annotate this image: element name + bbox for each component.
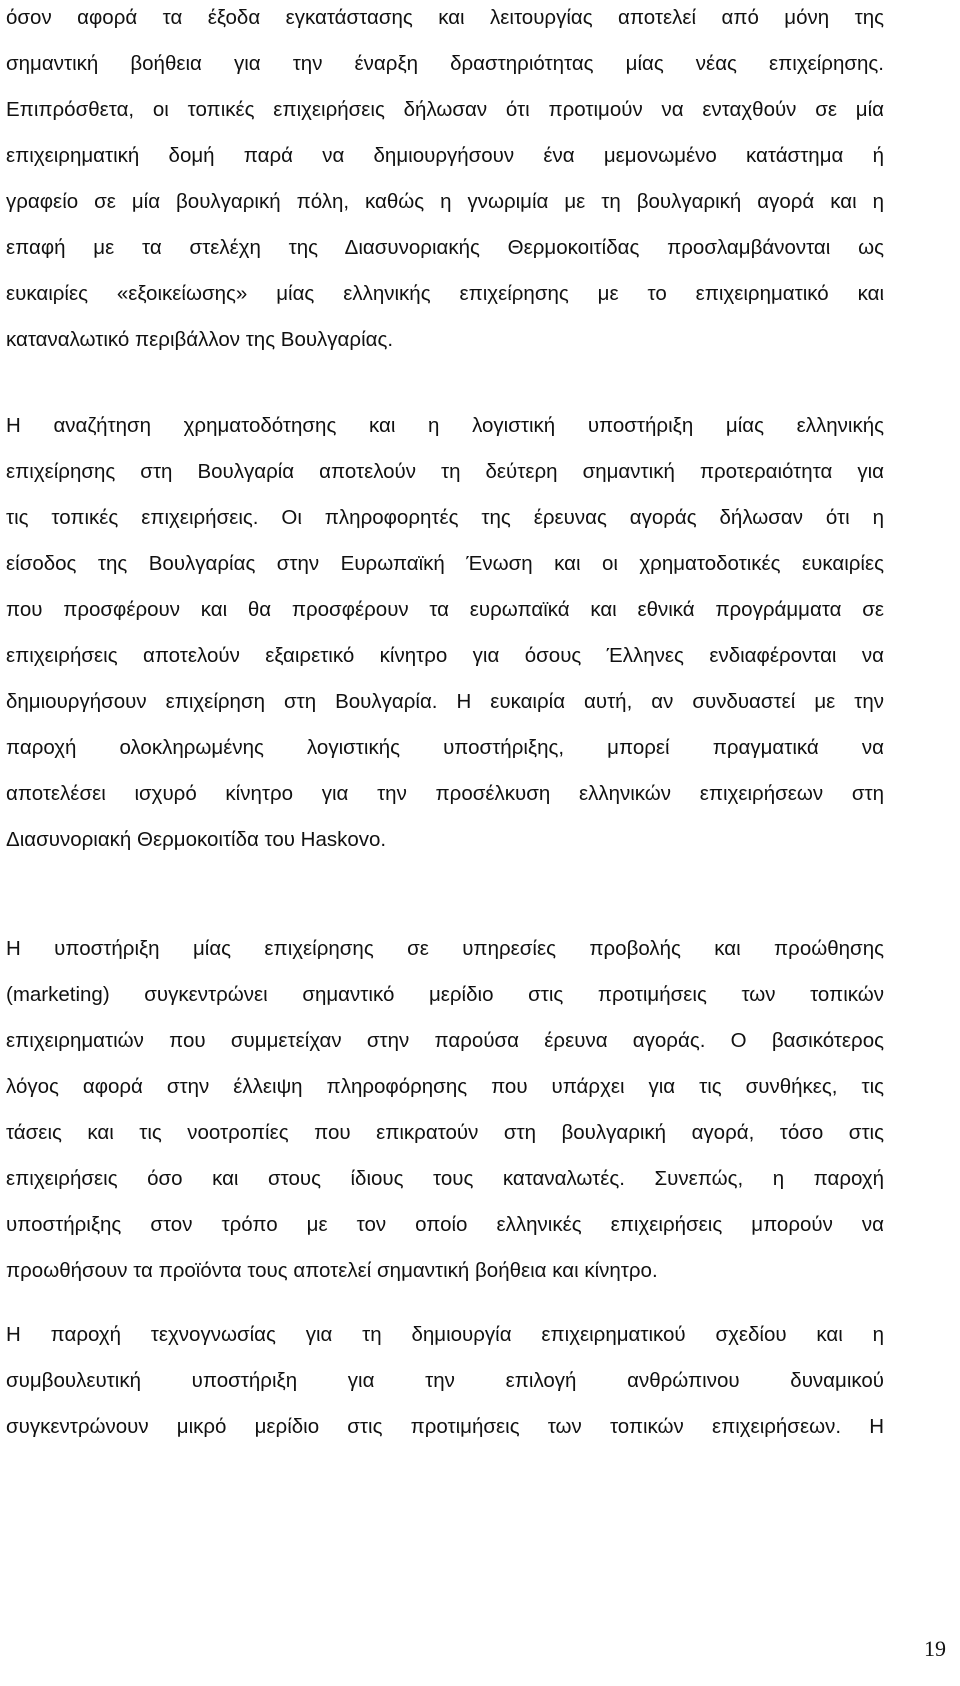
text-line: παροχή ολοκληρωμένης λογιστικής υποστήριξης, μπορεί πραγματικά να: [6, 736, 884, 759]
text-line: (marketing) συγκεντρώνει σημαντικό μερίδιο στις προτιμήσεις των τοπικών: [6, 983, 884, 1006]
text-line: επιχειρήσεις όσο και στους ίδιους τους καταναλωτές. Συνεπώς, η παροχή: [6, 1167, 884, 1190]
text-line: επιχείρησης στη Βουλγαρία αποτελούν τη δεύτερη σημαντική προτεραιότητα για: [6, 460, 884, 483]
text-line: δημιουργήσουν επιχείρηση στη Βουλγαρία. Η ευκαιρία αυτή, αν συνδυαστεί με την: [6, 690, 884, 713]
text-line: Η υποστήριξη μίας επιχείρησης σε υπηρεσίες προβολής και προώθησης: [6, 937, 884, 960]
text-line: καταναλωτικό περιβάλλον της Βουλγαρίας.: [6, 328, 394, 351]
paragraph: [6, 403, 884, 863]
text-line: όσον αφορά τα έξοδα εγκατάστασης και λειτουργίας αποτελεί από μόνη της: [6, 6, 884, 29]
paragraph: [6, 1312, 884, 1450]
text-line: που προσφέρουν και θα προσφέρουν τα ευρωπαϊκά και εθνικά προγράμματα σε: [6, 598, 884, 621]
text-line: επιχειρηματιών που συμμετείχαν στην παρούσα έρευνα αγοράς. Ο βασικότερος: [6, 1029, 884, 1052]
text-line: τάσεις και τις νοοτροπίες που επικρατούν στη βουλγαρική αγορά, τόσο στις: [6, 1121, 884, 1144]
paragraph: [6, 926, 884, 1294]
text-line: γραφείο σε μία βουλγαρική πόλη, καθώς η γνωριμία με τη βουλγαρική αγορά και η: [6, 190, 884, 213]
text-line: επαφή με τα στελέχη της Διασυνοριακής Θερμοκοιτίδας προσλαμβάνονται ως: [6, 236, 884, 259]
text-line: προωθήσουν τα προϊόντα τους αποτελεί σημαντική βοήθεια και κίνητρο.: [6, 1259, 658, 1282]
text-line: τις τοπικές επιχειρήσεις. Οι πληροφορητές της έρευνας αγοράς δήλωσαν ότι η: [6, 506, 884, 529]
text-line: Η αναζήτηση χρηματοδότησης και η λογιστική υποστήριξη μίας ελληνικής: [6, 414, 884, 437]
text-line: Διασυνοριακή Θερμοκοιτίδα του Haskovo.: [6, 828, 387, 851]
text-line: συγκεντρώνουν μικρό μερίδιο στις προτιμήσεις των τοπικών επιχειρήσεων. Η: [6, 1415, 884, 1438]
page-number: 19: [924, 1636, 946, 1661]
text-line: σημαντική βοήθεια για την έναρξη δραστηριότητας μίας νέας επιχείρησης.: [6, 52, 884, 75]
text-line: αποτελέσει ισχυρό κίνητρο για την προσέλκυση ελληνικών επιχειρήσεων στη: [6, 782, 884, 805]
text-line: είσοδος της Βουλγαρίας στην Ευρωπαϊκή Ένωση και οι χρηματοδοτικές ευκαιρίες: [6, 552, 884, 575]
text-line: Η παροχή τεχνογνωσίας για τη δημιουργία επιχειρηματικού σχεδίου και η: [6, 1323, 884, 1346]
text-line: υποστήριξης στον τρόπο με τον οποίο ελληνικές επιχειρήσεις μπορούν να: [6, 1213, 884, 1236]
text-line: ευκαιρίες «εξοικείωσης» μίας ελληνικής επιχείρησης με το επιχειρηματικό και: [6, 282, 884, 305]
text-line: επιχειρήσεις αποτελούν εξαιρετικό κίνητρο για όσους Έλληνες ενδιαφέρονται να: [6, 644, 884, 667]
text-line: λόγος αφορά στην έλλειψη πληροφόρησης που υπάρχει για τις συνθήκες, τις: [6, 1075, 884, 1098]
text-line: επιχειρηματική δομή παρά να δημιουργήσουν ένα μεμονωμένο κατάστημα ή: [6, 144, 884, 167]
paragraph: [6, 0, 884, 363]
text-line: Επιπρόσθετα, οι τοπικές επιχειρήσεις δήλωσαν ότι προτιμούν να ενταχθούν σε μία: [6, 98, 884, 121]
text-line: συμβουλευτική υποστήριξη για την επιλογή ανθρώπινου δυναμικού: [6, 1369, 884, 1392]
